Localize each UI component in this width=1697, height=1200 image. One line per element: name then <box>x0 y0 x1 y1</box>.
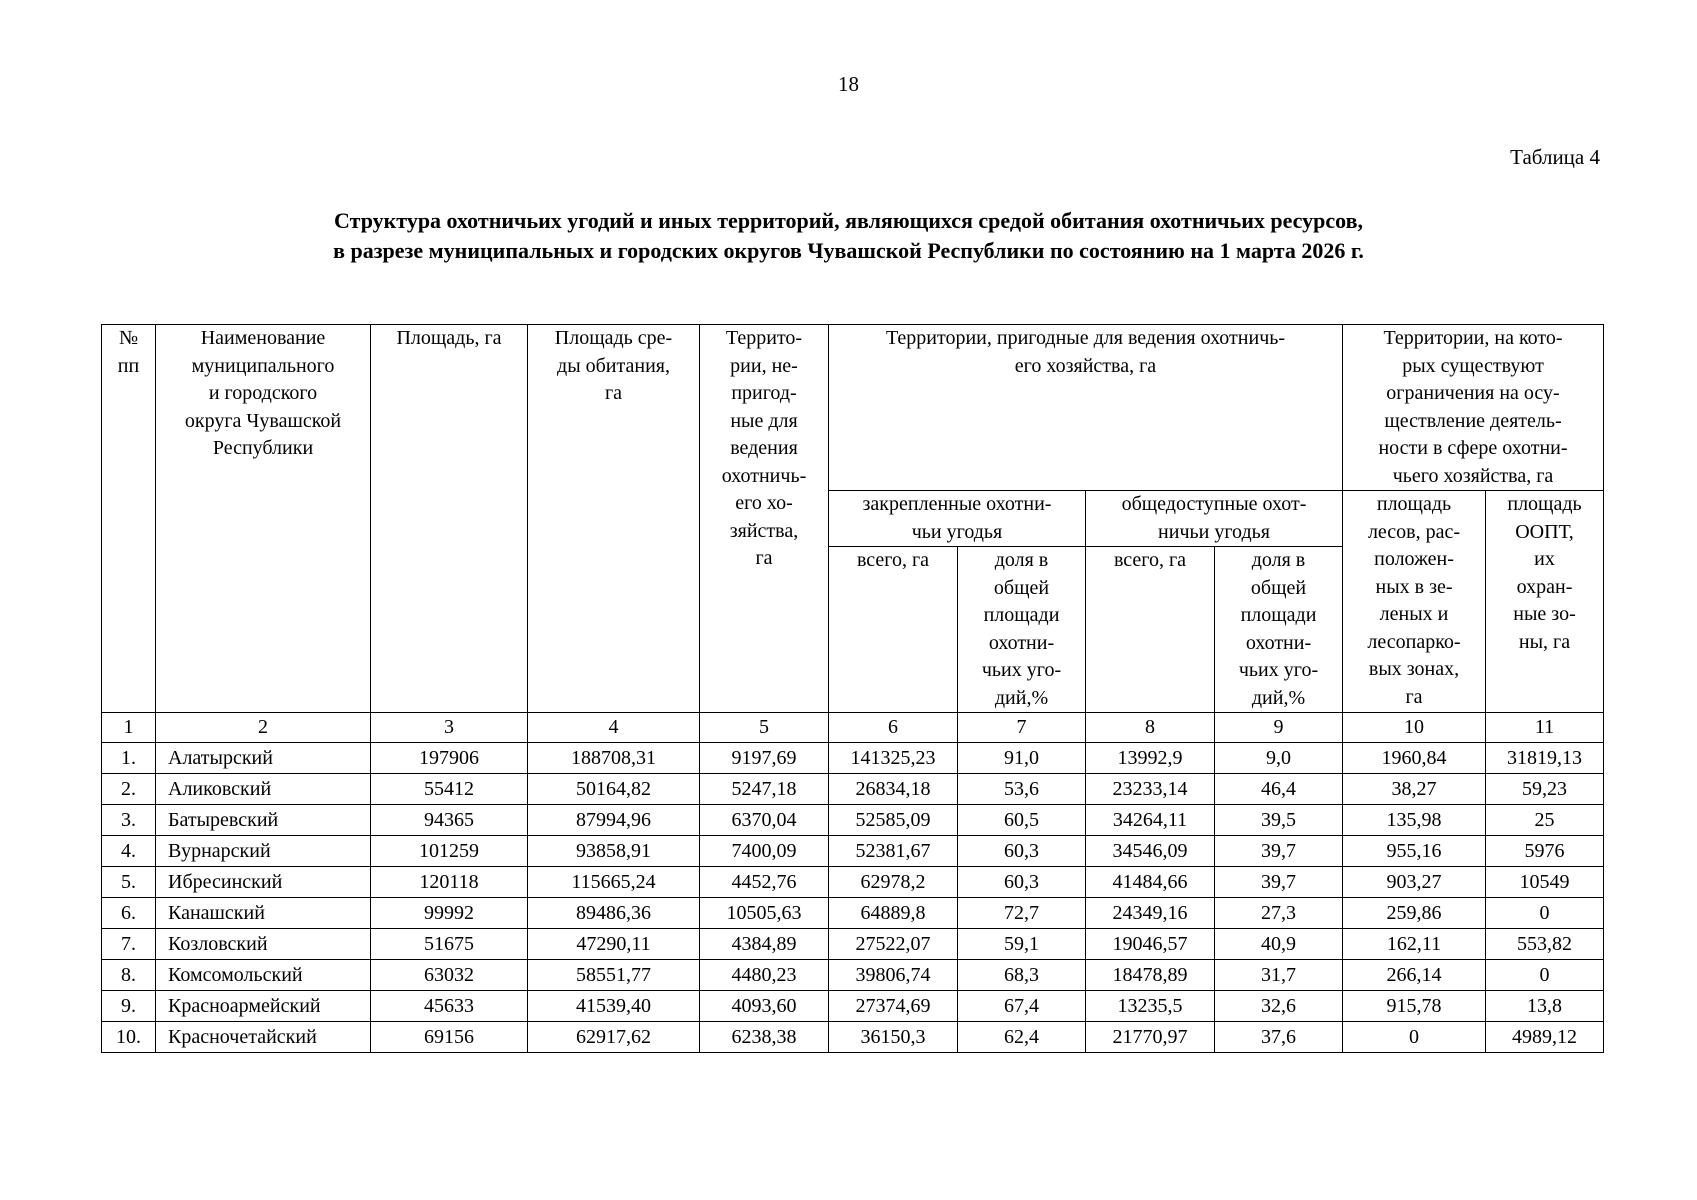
table-cell: 89486,36 <box>528 898 700 929</box>
table-cell: 62,4 <box>958 1022 1086 1053</box>
table-cell: 87994,96 <box>528 805 700 836</box>
table-cell: 13992,9 <box>1086 743 1215 774</box>
column-number: 1 <box>102 713 156 743</box>
table-cell: 23233,14 <box>1086 774 1215 805</box>
table-cell: 91,0 <box>958 743 1086 774</box>
row-number: 3. <box>102 805 156 836</box>
hunting-grounds-table <box>101 324 1604 1053</box>
table-cell: 60,3 <box>958 867 1086 898</box>
table-cell: 553,82 <box>1486 929 1604 960</box>
page-number: 18 <box>838 72 859 96</box>
table-cell: 4384,89 <box>700 929 829 960</box>
table-cell: 67,4 <box>958 991 1086 1022</box>
table-row <box>102 1022 1604 1053</box>
column-number: 6 <box>829 713 958 743</box>
table-row <box>102 805 1604 836</box>
table-title-line-1: Структура охотничьих угодий и иных территорий, являющихся средой обитания охотничьих ресурсов, <box>334 208 1363 233</box>
table-cell: 0 <box>1343 1022 1486 1053</box>
table-cell: 19046,57 <box>1086 929 1215 960</box>
table-cell: 25 <box>1486 805 1604 836</box>
table-cell: 24349,16 <box>1086 898 1215 929</box>
table-cell: 64889,8 <box>829 898 958 929</box>
header-unsuitable: Террито- рии, не- пригод- ные для ведения охотничь- его хо- зяйства, га <box>700 325 829 713</box>
table-cell: 41539,40 <box>528 991 700 1022</box>
table-cell: 72,7 <box>958 898 1086 929</box>
table-cell: 99992 <box>371 898 528 929</box>
table-cell: 36150,3 <box>829 1022 958 1053</box>
table-cell: 7400,09 <box>700 836 829 867</box>
table-cell: 50164,82 <box>528 774 700 805</box>
column-number: 9 <box>1215 713 1343 743</box>
table-row <box>102 929 1604 960</box>
district-name: Красноармейский <box>156 991 371 1022</box>
table-cell: 4452,76 <box>700 867 829 898</box>
table-cell: 32,6 <box>1215 991 1343 1022</box>
table-cell: 45633 <box>371 991 528 1022</box>
table-cell: 34546,09 <box>1086 836 1215 867</box>
table-cell: 4989,12 <box>1486 1022 1604 1053</box>
table-cell: 58551,77 <box>528 960 700 991</box>
table-cell: 26834,18 <box>829 774 958 805</box>
table-cell: 37,6 <box>1215 1022 1343 1053</box>
column-number: 10 <box>1343 713 1486 743</box>
table-cell: 39,5 <box>1215 805 1343 836</box>
table-cell: 266,14 <box>1343 960 1486 991</box>
table-cell: 955,16 <box>1343 836 1486 867</box>
table-cell: 0 <box>1486 898 1604 929</box>
table-cell: 1960,84 <box>1343 743 1486 774</box>
header-name: Наименование муниципального и городского округа Чувашской Республики <box>156 325 371 713</box>
table-cell: 6238,38 <box>700 1022 829 1053</box>
column-number: 3 <box>371 713 528 743</box>
district-name: Аликовский <box>156 774 371 805</box>
header-num: № пп <box>102 325 156 713</box>
table-cell: 21770,97 <box>1086 1022 1215 1053</box>
table-cell: 41484,66 <box>1086 867 1215 898</box>
row-number: 5. <box>102 867 156 898</box>
table-cell: 60,3 <box>958 836 1086 867</box>
column-number: 2 <box>156 713 371 743</box>
table-cell: 141325,23 <box>829 743 958 774</box>
table-cell: 27522,07 <box>829 929 958 960</box>
table-cell: 162,11 <box>1343 929 1486 960</box>
header-public-share: доля в общей площади охотни- чьих уго- дий,% <box>1215 547 1343 713</box>
row-number: 4. <box>102 836 156 867</box>
table-cell: 55412 <box>371 774 528 805</box>
table-cell: 39,7 <box>1215 836 1343 867</box>
table-cell: 4480,23 <box>700 960 829 991</box>
district-name: Комсомольский <box>156 960 371 991</box>
header-public-group: общедоступные охот- ничьи угодья <box>1086 491 1343 547</box>
column-number: 11 <box>1486 713 1604 743</box>
table-cell: 62917,62 <box>528 1022 700 1053</box>
table-cell: 9,0 <box>1215 743 1343 774</box>
table-title <box>0 206 1697 266</box>
table-cell: 4093,60 <box>700 991 829 1022</box>
table-title-line-2: в разрезе муниципальных и городских округов Чувашской Республики по состоянию на 1 марта 2026 г. <box>333 238 1364 263</box>
table-cell: 115665,24 <box>528 867 700 898</box>
row-number: 10. <box>102 1022 156 1053</box>
column-number-row <box>102 713 1604 743</box>
district-name: Ибресинский <box>156 867 371 898</box>
table-cell: 13,8 <box>1486 991 1604 1022</box>
table-cell: 34264,11 <box>1086 805 1215 836</box>
table-cell: 197906 <box>371 743 528 774</box>
header-assigned-total: всего, га <box>829 547 958 713</box>
table-cell: 120118 <box>371 867 528 898</box>
table-cell: 10505,63 <box>700 898 829 929</box>
table-row <box>102 836 1604 867</box>
row-number: 2. <box>102 774 156 805</box>
table-cell: 101259 <box>371 836 528 867</box>
table-cell: 52381,67 <box>829 836 958 867</box>
table-cell: 31,7 <box>1215 960 1343 991</box>
table-cell: 259,86 <box>1343 898 1486 929</box>
column-number: 7 <box>958 713 1086 743</box>
table-cell: 903,27 <box>1343 867 1486 898</box>
district-name: Козловский <box>156 929 371 960</box>
district-name: Алатырский <box>156 743 371 774</box>
table-cell: 915,78 <box>1343 991 1486 1022</box>
table-cell: 93858,91 <box>528 836 700 867</box>
table-cell: 47290,11 <box>528 929 700 960</box>
row-number: 9. <box>102 991 156 1022</box>
district-name: Батыревский <box>156 805 371 836</box>
table-row <box>102 991 1604 1022</box>
table-row <box>102 898 1604 929</box>
table-label: Таблица 4 <box>1510 145 1600 169</box>
table-cell: 68,3 <box>958 960 1086 991</box>
row-number: 8. <box>102 960 156 991</box>
header-oopt-area: площадь ООПТ, их охран- ные зо- ны, га <box>1486 491 1604 713</box>
header-suitable-group: Территории, пригодные для ведения охотничь- его хозяйства, га <box>829 325 1343 491</box>
table-cell: 6370,04 <box>700 805 829 836</box>
table-cell: 39806,74 <box>829 960 958 991</box>
header-public-total: всего, га <box>1086 547 1215 713</box>
table-cell: 51675 <box>371 929 528 960</box>
header-habitat-area: Площадь сре- ды обитания, га <box>528 325 700 713</box>
row-number: 7. <box>102 929 156 960</box>
table-cell: 5976 <box>1486 836 1604 867</box>
table-cell: 27,3 <box>1215 898 1343 929</box>
column-number: 4 <box>528 713 700 743</box>
row-number: 1. <box>102 743 156 774</box>
district-name: Вурнарский <box>156 836 371 867</box>
header-area: Площадь, га <box>371 325 528 713</box>
header-assigned-share: доля в общей площади охотни- чьих уго- дий,% <box>958 547 1086 713</box>
table-cell: 52585,09 <box>829 805 958 836</box>
table-cell: 9197,69 <box>700 743 829 774</box>
district-name: Канашский <box>156 898 371 929</box>
table-cell: 69156 <box>371 1022 528 1053</box>
table-cell: 135,98 <box>1343 805 1486 836</box>
table-row <box>102 774 1604 805</box>
table-cell: 59,23 <box>1486 774 1604 805</box>
district-name: Красночетайский <box>156 1022 371 1053</box>
table-row <box>102 743 1604 774</box>
table-cell: 10549 <box>1486 867 1604 898</box>
table-cell: 59,1 <box>958 929 1086 960</box>
table-row <box>102 867 1604 898</box>
header-restricted-group: Территории, на кото- рых существуют ограничения на осу- ществление деятель- ности в сфере охотни- чьего хозяйства, га <box>1343 325 1604 491</box>
table-cell: 13235,5 <box>1086 991 1215 1022</box>
table-cell: 60,5 <box>958 805 1086 836</box>
table-cell: 94365 <box>371 805 528 836</box>
table-cell: 188708,31 <box>528 743 700 774</box>
column-number: 5 <box>700 713 829 743</box>
table-cell: 63032 <box>371 960 528 991</box>
row-number: 6. <box>102 898 156 929</box>
header-forest-area: площадь лесов, рас- положен- ных в зе- леных и лесопарко- вых зонах, га <box>1343 491 1486 713</box>
table-cell: 62978,2 <box>829 867 958 898</box>
column-number: 8 <box>1086 713 1215 743</box>
table-row <box>102 960 1604 991</box>
table-cell: 40,9 <box>1215 929 1343 960</box>
table-body <box>102 743 1604 1053</box>
table-cell: 39,7 <box>1215 867 1343 898</box>
table-cell: 31819,13 <box>1486 743 1604 774</box>
table-cell: 5247,18 <box>700 774 829 805</box>
header-assigned-group: закрепленные охотни- чьи угодья <box>829 491 1086 547</box>
table-cell: 0 <box>1486 960 1604 991</box>
table-cell: 38,27 <box>1343 774 1486 805</box>
table-cell: 46,4 <box>1215 774 1343 805</box>
table-cell: 18478,89 <box>1086 960 1215 991</box>
table-cell: 53,6 <box>958 774 1086 805</box>
table-cell: 27374,69 <box>829 991 958 1022</box>
